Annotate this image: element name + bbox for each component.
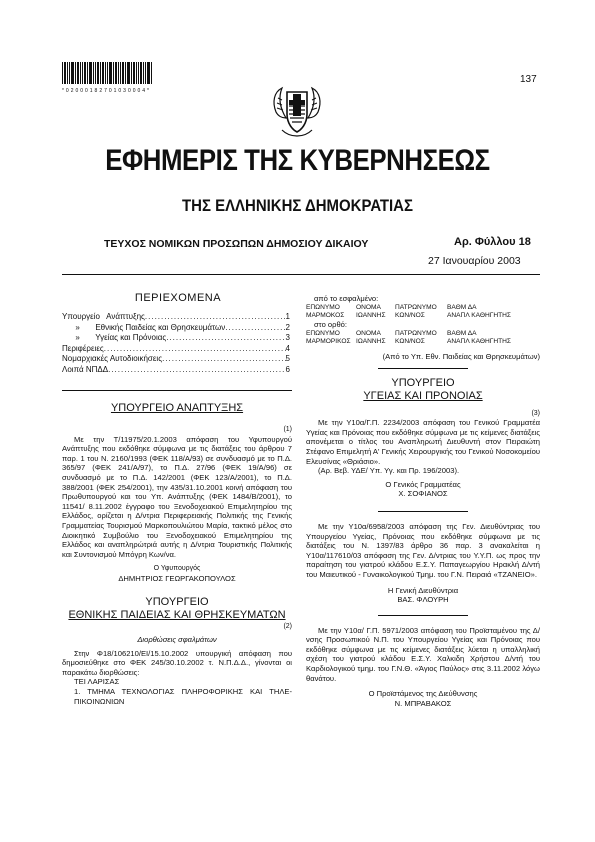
ministry-health-heading-1: ΥΠΟΥΡΓΕΙΟ xyxy=(391,376,455,389)
coat-of-arms-icon xyxy=(268,84,326,140)
toc-title: ΠΕΡΙΕΧΟΜΕΝΑ xyxy=(134,292,222,304)
signature-name: ΒΑΣ. ΦΛΟΥΡΗ xyxy=(397,595,449,605)
toc-item[interactable]: Λοιπά ΝΠΔΔ ..... 6 xyxy=(62,365,290,376)
table-header-row: ΕΠΩΝΥΜΟ ΟΝΟΜΑ ΠΑΤΡΩΝΥΜΟ ΒΑΘΜ ΔΑ xyxy=(306,303,477,311)
correction-table-wrong xyxy=(306,304,540,320)
divider xyxy=(378,615,468,616)
signature-name: Ν. ΜΠΡΑΒΑΚΟΣ xyxy=(394,698,452,708)
correction-table-correct xyxy=(306,330,540,346)
barcode xyxy=(62,62,154,88)
toc-item[interactable]: Περιφέρειες ..... 4 xyxy=(62,344,290,355)
page-number: 137 xyxy=(520,74,537,85)
table-header-row: ΕΠΩΝΥΜΟ ΟΝΟΜΑ ΠΑΤΡΩΝΥΜΟ ΒΑΘΜ ΔΑ xyxy=(306,329,477,337)
decision-paragraph: Με την Υ10α/Γ.Π. 2234/2003 απόφαση του Γενικού Γραμματέα Υγείας και Πρόνοιας που εκδόθηκε σύμφωνα με τις κείμενες διατάξεις απονέμεται ο τίτλος του Αναπληρωτή Διευθυντή στον Πειραιώτη Στέφανο Επιμελητή Α' Γενικής Χειρουργικής του Γενικού Νοσοκομείου Ελευσίνας «Θριάσιο». xyxy=(306,418,540,466)
left-column xyxy=(62,402,292,706)
sheet-number: Αρ. Φύλλου 18 xyxy=(454,236,531,248)
department-name: 1. ΤΜΗΜΑ ΤΕΧΝΟΛΟΓΙΑΣ ΠΛΗΡΟΦΟΡΙΚΗΣ ΚΑΙ ΤΗΛΕ-ΠΙΚΟΙΝΩΝΙΩΝ xyxy=(74,687,292,706)
decision-paragraph: Με την Υ10α/ Γ.Π. 5971/2003 απόφαση του Προϊσταμένου της Δ/νσης Προσωπικού Ν.Π. του Υπουργείου Υγείας και Πρόνοιας που εκδόθηκε σύμφωνα με τις κείμενες διατάξεις λύεται η υπαλληλική σχέση του γιατρού κλάδου Ε.Σ.Υ. Χαλκιδη Χρήστου Δ/ντή του Καρδιολογικού τμημ. του Γ.Ν.Θ. «Άγιος Παύλος» στις 3.11.2002 λόγω θανάτου. xyxy=(306,625,540,683)
header-divider xyxy=(62,274,540,275)
item-number: (2) xyxy=(283,622,292,630)
table-row: ΜΑΡΜΟΚΟΣ ΙΩΑΝΝΗΣ ΚΩΝ/ΝΟΣ ΑΝΑΠΛ ΚΑΘΗΓΗΤΗΣ xyxy=(306,311,511,319)
corrections-heading: Διορθώσεις σφαλμάτων xyxy=(137,635,217,645)
institution-name: ΤΕΙ ΛΑΡΙΣΑΣ xyxy=(74,677,120,687)
ministry-education-heading-1: ΥΠΟΥΡΓΕΙΟ xyxy=(145,595,209,608)
toc-item[interactable]: Νομαρχιακές Αυτοδιοικήσεις ..... 5 xyxy=(62,354,290,365)
signature-role: Η Γενική Διευθύντρια xyxy=(387,585,459,595)
decision-paragraph: Με την Τ/11975/20.1.2003 απόφαση του Υφυπουργού Ανάπτυξης που εκδόθηκε σύμφωνα με τις διατάξεις του άρθρου 7 παρ. 1 του Ν. 2160/1993 (ΦΕΚ 118/Α/93) σε συνδυασμό με το Π.Δ. 365/97 (ΦΕΚ 241/Α/97), το Π.Δ. 27/96 (ΦΕΚ 19/Α/96) σε συνδυασμό με το Π.Δ. 142/2001 (ΦΕΚ 123/Α/2001), το Π.Δ. 388/2001 (ΦΕΚ 254/2001), την 435/31.10.2001 κοινή απόφαση του Πρωθυπουργού και του Υπ. Ανάπτυξης (ΦΕΚ 1484/Β/2001), το 11541/ 8.11.2002 έγγραφο του Ξενοδοχειακού Επιμελητηρίου της Ελλάδος, ορίζεται η Δ/ντρια Περιφερειακής Πολιτικής της Γενικής Γραμματείας Τουρισμού Μαρκοπουλιώτου Μαρία, τακτικό μέλος στο Διοικητικό Συμβούλιο του Ξενοδοχειακού Επιμελητηρίου της Ελλάδος και αναπληρώτριά αυτής η Δ/ντρια Τουριστικής Πολιτικής και Συντονισμού Μπόγρη Κων/να. xyxy=(62,434,292,559)
toc-item[interactable]: » Εθνικής Παιδείας και Θρησκευμάτων ..... 2 xyxy=(62,323,290,334)
decision-paragraph: Με την Υ10α/6958/2003 απόφαση της Γεν. Διευθύντριας του Υπουργείου Υγείας, Πρόνοιας που εκδόθηκε σύμφωνα με τις διατάξεις του Ν. 1397/83 άρθρο 36 παρ. 3 ανακαλείται η Υ10α/117610/03 απόφαση της Γεν. Δ/ντριας του Υ.Υ.Π. ως προς την παραίτηση του γιατρού κλάδου Ε.Σ.Υ. Παπαγεωργίου Ηρακλή Δ/ντή του Μαιευτικού - Γυναικολογικού Τμημ. του Γ.Ν. Πειραιά «ΤΖΑΝΕΙΟ». xyxy=(306,521,540,579)
item-number: (1) xyxy=(283,426,292,433)
source-note: (Από το Υπ. Εθν. Παιδείας και Θρησκευμάτων) xyxy=(382,352,540,361)
ministry-health-heading-2: ΥΓΕΙΑΣ ΚΑΙ ΠΡΟΝΟΙΑΣ xyxy=(363,389,483,402)
issue-type: ΤΕΥΧΟΣ ΝΟΜΙΚΩΝ ΠΡΟΣΩΠΩΝ ΔΗΜΟΣΙΟΥ ΔΙΚΑΙΟΥ xyxy=(104,238,369,250)
correction-paragraph: Στην Φ18/106210/ΕΙ/15.10.2002 υπουργική απόφαση που δημοσιεύθηκε στο ΦΕΚ 245/30.10.2002 τ. Ν.Π.Δ.Δ., γίνονται οι παρακάτω διορθώσεις: xyxy=(62,648,292,677)
signature-name: ΔΗΜΗΤΡΙΟΣ ΓΕΩΡΓΑΚΟΠΟΥΛΟΣ xyxy=(118,573,236,583)
toc-item[interactable]: Υπουργείο Ανάπτυξης ..... 1 xyxy=(62,312,290,323)
signature-role: Ο Υφυπουργός xyxy=(153,565,201,573)
issue-date: 27 Ιανουαρίου 2003 xyxy=(428,255,521,267)
toc-divider xyxy=(62,390,292,391)
to-correct-label: στο ορθό: xyxy=(314,320,348,329)
item-number: (3) xyxy=(531,409,540,417)
signature-role: Ο Προϊστάμενος της Διεύθυνσης xyxy=(368,689,478,699)
divider xyxy=(378,511,468,512)
toc-item[interactable]: » Υγείας και Πρόνοιας ..... 3 xyxy=(62,333,290,344)
signature-name: Χ. ΣΟΦΙΑΝΟΣ xyxy=(398,489,448,499)
gazette-title: ΕΦΗΜΕΡΙΣ ΤΗΣ ΚΥΒΕΡΝΗΣΕΩΣ xyxy=(105,144,490,177)
reference-note: (Αρ. Βεβ. ΥΔΕ/ Υπ. Υγ. και Πρ. 196/2003). xyxy=(318,466,460,476)
table-of-contents xyxy=(62,312,290,376)
barcode-number: * 0 2 0 0 0 1 8 2 7 0 1 0 3 0 0 0 4 * xyxy=(62,88,150,94)
ministry-education-heading-2: ΕΘΝΙΚΗΣ ΠΑΙΔΕΙΑΣ ΚΑΙ ΘΡΗΣΚΕΥΜΑΤΩΝ xyxy=(68,608,286,621)
right-column xyxy=(306,294,540,708)
from-wrong-label: από το εσφαλμένο: xyxy=(314,294,379,303)
divider xyxy=(378,368,468,369)
ministry-development-heading: ΥΠΟΥΡΓΕΙΟ ΑΝΑΠΤΥΞΗΣ xyxy=(110,402,244,414)
table-row: ΜΑΡΜΟΡΙΚΟΣ ΙΩΑΝΝΗΣ ΚΩΝ/ΝΟΣ ΑΝΑΠΛ ΚΑΘΗΓΗΤΗΣ xyxy=(306,337,511,345)
gazette-subtitle: ΤΗΣ ΕΛΛΗΝΙΚΗΣ ΔΗΜΟΚΡΑΤΙΑΣ xyxy=(182,196,413,215)
signature-role: Ο Γενικός Γραμματέας xyxy=(385,479,461,489)
